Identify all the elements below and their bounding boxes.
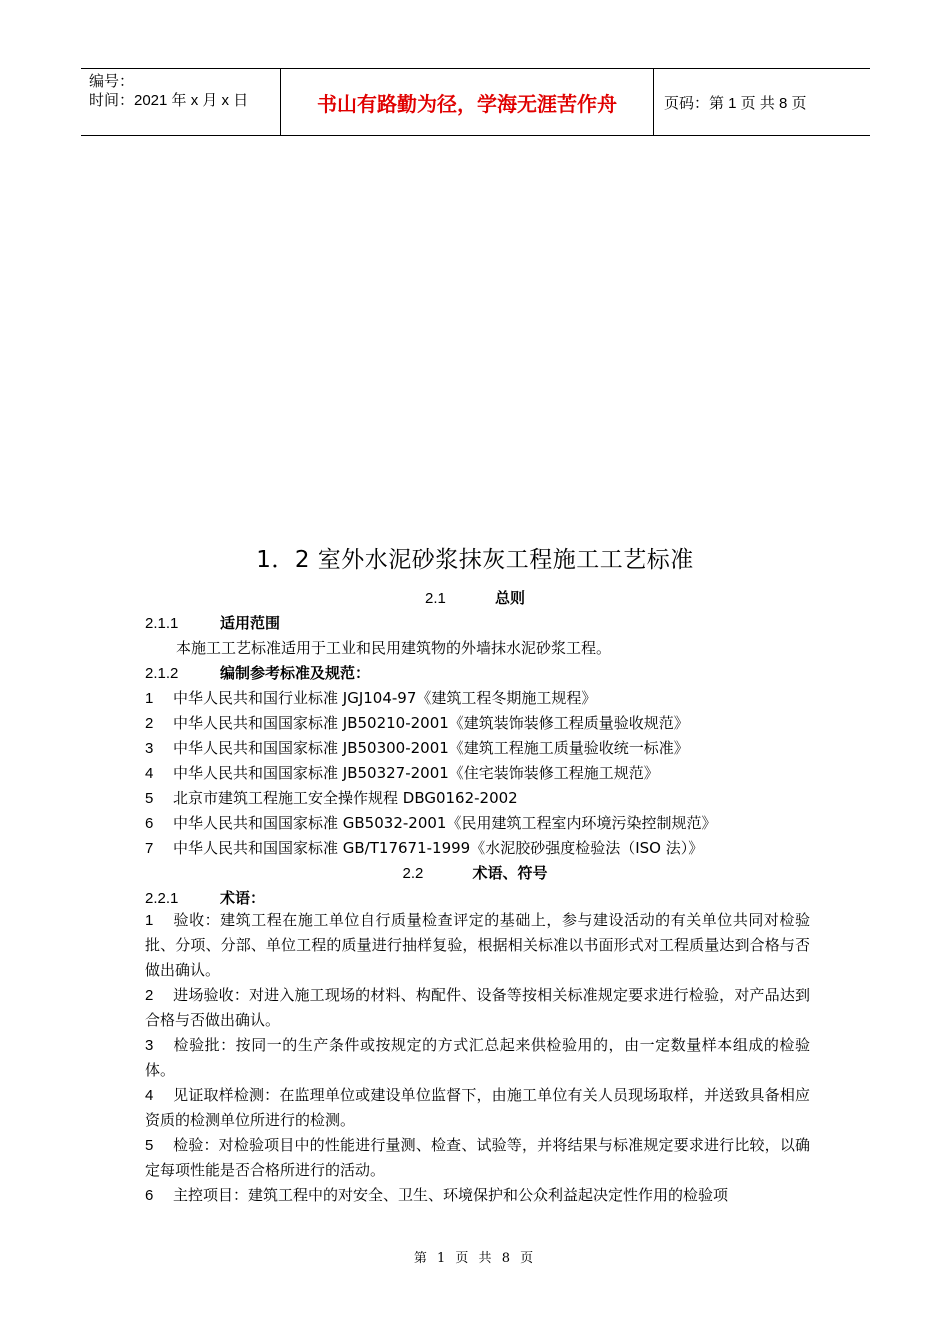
section-2-2-heading [0, 862, 950, 883]
section-2-1-heading [0, 587, 950, 608]
reference-item [145, 762, 659, 783]
term-paragraph [145, 908, 810, 983]
item-text: 中华人民共和国行业标准 JGJ104-97《建筑工程冬期施工规程》 [173, 689, 597, 707]
item-number: 5 [145, 790, 154, 807]
item-text: 验收：建筑工程在施工单位自行质量检查评定的基础上，参与建设活动的有关单位共同对检验批、分项、分部、单位工程的质量进行抽样复验，根据相关标准以书面形式对工程质量达到合格与否做出确认。 [145, 911, 810, 979]
item-text: 见证取样检测：在监理单位或建设单位监督下，由施工单位有关人员现场取样，并送致具备相应资质的检测单位所进行的检测。 [145, 1086, 810, 1129]
document-title: 1．2 室外水泥砂浆抹灰工程施工工艺标准 [256, 547, 694, 573]
subsection-number: 2.1.1 [145, 615, 179, 632]
subsection-number: 2.1.2 [145, 665, 179, 682]
section-number: 2.2 [402, 865, 424, 882]
item-number: 6 [145, 815, 154, 832]
reference-item [145, 787, 518, 808]
item-number: 7 [145, 840, 154, 857]
subsection-2-1-2 [145, 662, 370, 683]
header-table [81, 68, 870, 136]
item-text: 检验：对检验项目中的性能进行量测、检查、试验等，并将结果与标准规定要求进行比较，以确定每项性能是否合格所进行的活动。 [145, 1136, 810, 1179]
item-text: 主控项目：建筑工程中的对安全、卫生、环境保护和公众利益起决定性作用的检验项 [173, 1186, 729, 1204]
item-number: 1 [145, 912, 154, 929]
item-number: 6 [145, 1187, 154, 1204]
subsection-label: 术语： [220, 889, 266, 907]
section-number: 2.1 [424, 590, 446, 607]
subsection-label: 编制参考标准及规范： [220, 664, 371, 682]
term-paragraph [145, 1033, 810, 1083]
item-text: 进场验收：对进入施工现场的材料、构配件、设备等按相关标准规定要求进行检验，对产品达到合格与否做出确认。 [145, 986, 810, 1029]
reference-item [145, 812, 716, 833]
scope-text: 本施工工艺标准适用于工业和民用建筑物的外墙抹水泥砂浆工程。 [176, 639, 612, 657]
item-text: 中华人民共和国国家标准 GB5032-2001《民用建筑工程室内环境污染控制规范》 [173, 814, 717, 832]
header-motto: 书山有路勤为径，学海无涯苦作舟 [281, 69, 654, 135]
doc-number-label: 编号： [89, 73, 135, 90]
reference-item [145, 837, 703, 858]
header-meta [81, 69, 281, 135]
term-paragraph [145, 1183, 810, 1208]
item-number: 4 [145, 1087, 154, 1104]
section-label: 术语、符号 [472, 865, 548, 882]
item-text: 中华人民共和国国家标准 JB50210-2001《建筑装饰装修工程质量验收规范》 [173, 714, 689, 732]
item-number: 4 [145, 765, 154, 782]
item-number: 5 [145, 1137, 154, 1154]
item-text: 检验批：按同一的生产条件或按规定的方式汇总起来供检验用的，由一定数量样本组成的检验体。 [145, 1036, 810, 1079]
term-paragraph [145, 983, 810, 1033]
item-text: 中华人民共和国国家标准 GB/T17671-1999《水泥胶砂强度检验法（ISO 法）》 [173, 839, 704, 857]
item-text: 中华人民共和国国家标准 JB50300-2001《建筑工程施工质量验收统一标准》 [173, 739, 689, 757]
subsection-2-1-1 [145, 612, 280, 633]
section-label: 总则 [494, 590, 525, 607]
item-number: 2 [145, 715, 154, 732]
item-number: 3 [145, 1037, 154, 1054]
item-number: 1 [145, 690, 154, 707]
item-number: 2 [145, 987, 154, 1004]
item-text: 中华人民共和国国家标准 JB50327-2001《住宅装饰装修工程施工规范》 [173, 764, 659, 782]
subsection-label: 适用范围 [220, 614, 281, 632]
item-text: 北京市建筑工程施工安全操作规程 DBG0162-2002 [173, 789, 518, 807]
subsection-number: 2.2.1 [145, 890, 179, 907]
reference-item [145, 687, 596, 708]
doc-date: 时间：2021 年 x 月 x 日 [89, 92, 249, 109]
page-footer: 第 1 页 共 8 页 [413, 1251, 537, 1266]
reference-item [145, 712, 689, 733]
term-paragraph [145, 1083, 810, 1133]
term-paragraph [145, 1133, 810, 1183]
item-number: 3 [145, 740, 154, 757]
reference-item [145, 737, 689, 758]
subsection-2-2-1 [145, 887, 265, 908]
header-page-info: 页码：第 1 页 共 8 页 [664, 94, 807, 112]
